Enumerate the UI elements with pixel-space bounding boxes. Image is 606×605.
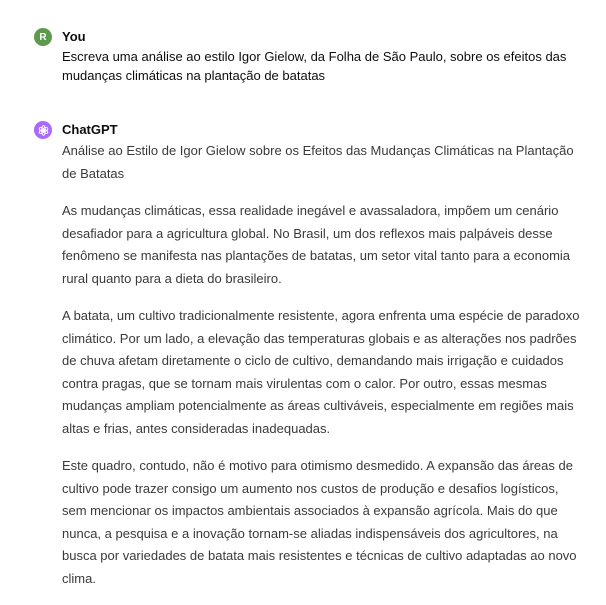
user-message-turn [34, 28, 586, 85]
assistant-paragraph: A batata, um cultivo tradicionalmente resistente, agora enfrenta uma espécie de paradoxo climático. Por um lado, a elevação das temperaturas globais e as alterações nos padrões de chuva afetam diretamente o ciclo de cultivo, demandando mais irrigação e cuidados contra pragas, que se tornam mais virulentas com o calor. Por outro, essas mesmas mudanças ampliam potencialmente as áreas cultiváveis, especialmente em regiões mais altas e frias, antes consideradas inadequadas. [62, 308, 580, 436]
assistant-message-turn [34, 121, 586, 590]
user-avatar [34, 28, 52, 46]
assistant-paragraph: Este quadro, contudo, não é motivo para otimismo desmedido. A expansão das áreas de cultivo pode trazer consigo um aumento nos custos de produção e desafios logísticos, sem mencionar os impactos ambientais associados à expansão agrícola. Mais do que nunca, a pesquisa e a inovação tornam-se aliadas indispensáveis dos agricultores, na busca por variedades de batata mais resistentes e técnicas de cultivo adaptadas ao novo clima. [62, 458, 577, 586]
user-message-text: Escreva uma análise ao estilo Igor Gielow, da Folha de São Paulo, sobre os efeitos das mudanças climáticas na plantação de batatas [62, 49, 567, 83]
assistant-paragraph: As mudanças climáticas, essa realidade inegável e avassaladora, impõem um cenário desafiador para a agricultura global. No Brasil, um dos reflexos mais palpáveis desse fenômeno se manifesta nas plantações de batatas, um setor vital tanto para a economia rural quanto para a dieta do brasileiro. [62, 203, 571, 286]
assistant-author-name: ChatGPT [62, 122, 118, 137]
assistant-message-content [62, 122, 586, 590]
user-author-name: You [62, 29, 86, 44]
assistant-response-title: Análise ao Estilo de Igor Gielow sobre os Efeitos das Mudanças Climáticas na Plantação de Batatas [62, 143, 574, 181]
openai-logo-icon [34, 121, 52, 139]
user-message-content [62, 29, 586, 85]
user-avatar-letter: R [39, 31, 47, 43]
